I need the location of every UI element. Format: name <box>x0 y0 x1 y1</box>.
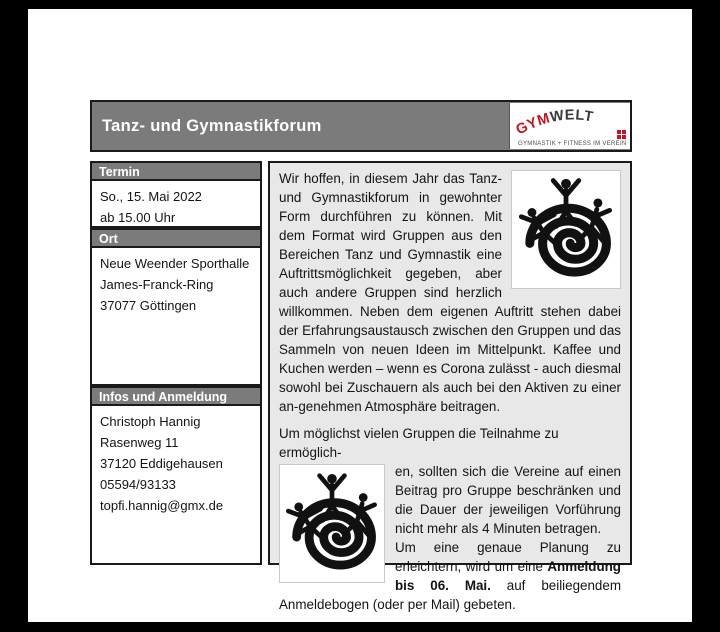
gymwelt-logo <box>509 103 630 149</box>
sidebar-section-termin-body <box>90 181 262 228</box>
page-title: Tanz- und Gymnastikforum <box>102 116 322 135</box>
paragraph-participation-rest: en, sollten sich die Vereine auf einen Beitrag pro Gruppe beschränken und die Dauer der jeweiligen Vorführung nicht mehr als 4 Minuten betragen. <box>395 464 621 536</box>
ort-venue: Neue Weender Sporthalle <box>100 256 250 271</box>
ort-street: James-Franck-Ring <box>100 277 214 292</box>
contact-email: topfi.hannig@gmx.de <box>100 498 224 513</box>
contact-name: Christoph Hannig <box>100 414 201 429</box>
dancers-spiral-image-bottom <box>279 464 385 583</box>
frame-right-bar <box>692 0 720 632</box>
paragraph-intro: Wir hoffen, in diesem Jahr das Tanz- und Gymnastikforum in gewohnter Form durchführen zu können. Mit dem Format wird Gruppen aus den Bereichen Tanz und Gymnastik eine Auftrittsmöglichkeit gegeben, aber auch andere Gruppen sind herzlich willkommen. Neben dem eigenen Auftritt stehen dabei der Erfahrungsaustausch zwischen den Gruppen und das Sammeln von neuen Ideen im Mittelpunkt. Kaffee und Kuchen werden – wenn es Corona zulässt - auch diesmal sowohl bei Zuschauern als auch bei den Aktiven zu einer an-genehmen Atmosphäre beitragen. <box>279 171 621 414</box>
termin-date: So., 15. Mai 2022 <box>100 189 202 204</box>
registration-text-post: auf beiliegendem Anmeldebogen (oder per Mail) gebeten. <box>279 578 621 612</box>
ort-city: 37077 Göttingen <box>100 298 197 313</box>
sidebar-section-infos-body <box>90 406 262 565</box>
dancers-spiral-image-top <box>511 170 621 289</box>
header <box>90 100 632 152</box>
registration-deadline: Anmeldung bis 06. Mai. <box>395 559 621 593</box>
dancers-spiral-graphic-2 <box>280 465 384 582</box>
logo-text-welt: WELT <box>549 107 595 126</box>
sidebar-section-ort-header: Ort <box>90 228 262 248</box>
paragraph-participation-wrap <box>279 462 621 614</box>
sidebar-section-ort-body <box>90 248 262 386</box>
dancers-spiral-graphic-1 <box>512 171 620 288</box>
sidebar-section-infos-header: Infos und Anmeldung <box>90 386 262 406</box>
logo-text-gym: GYM <box>513 110 553 139</box>
registration-text-pre: Um eine genaue Planung zu erleichtern, wird um eine <box>395 540 621 574</box>
logo-tagline: GYMNASTIK + FITNESS IM VEREIN <box>518 141 627 147</box>
gymwelt-logo-graphic <box>511 104 629 148</box>
svg-text:GYMWELT <box>513 107 594 138</box>
frame-top-bar <box>0 0 720 9</box>
contact-street: Rasenweg 11 <box>100 435 179 450</box>
frame-bottom-bar <box>0 622 720 632</box>
sidebar-section-termin-header: Termin <box>90 161 262 181</box>
termin-time: ab 15.00 Uhr <box>100 210 176 225</box>
frame-left-bar <box>0 0 28 632</box>
paragraph-participation-line1: Um möglichst vielen Gruppen die Teilnahme zu ermöglich- <box>279 426 559 460</box>
main-content <box>268 161 632 612</box>
plus-icon <box>617 130 626 139</box>
contact-city: 37120 Eddigehausen <box>100 456 223 471</box>
contact-phone: 05594/93133 <box>100 477 176 492</box>
